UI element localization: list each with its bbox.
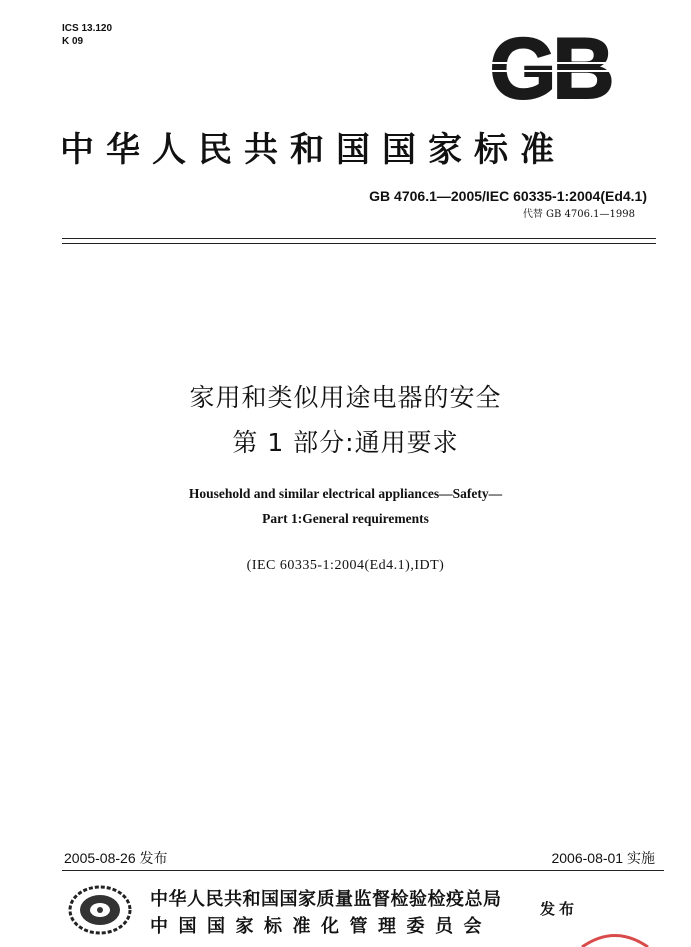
document-title-cn-line2: 第 1 部分:通用要求 bbox=[232, 428, 459, 457]
replaces-note: 代替 GB 4706.1—1998 bbox=[522, 209, 635, 220]
classification-codes bbox=[62, 22, 112, 48]
seal-emblem-icon bbox=[66, 884, 134, 936]
issue-date: 2005-08-26 发布 bbox=[64, 850, 168, 866]
header-rule-top bbox=[62, 238, 656, 239]
implementation-date: 2006-08-01 实施 bbox=[551, 850, 655, 866]
ics-code: ICS 13.120 bbox=[62, 23, 113, 34]
header-rule-bottom bbox=[62, 243, 656, 244]
category-code: K 09 bbox=[62, 36, 84, 47]
footer-rule bbox=[62, 870, 664, 871]
red-stamp-icon bbox=[580, 930, 650, 947]
document-title-cn-line1: 家用和类似用途电器的安全 bbox=[189, 383, 502, 412]
gb-logo-text: GB bbox=[489, 26, 611, 110]
publish-label: 发布 bbox=[540, 900, 579, 918]
gb-logo-icon bbox=[470, 26, 630, 110]
issuer-line-2: 中国国家标准化管理委员会 bbox=[150, 916, 492, 937]
issuer-line-1: 中华人民共和国国家质量监督检验检疫总局 bbox=[150, 889, 502, 910]
standard-number: GB 4706.1—2005/IEC 60335-1:2004(Ed4.1) bbox=[369, 188, 647, 204]
iec-reference: (IEC 60335-1:2004(Ed4.1),IDT) bbox=[246, 558, 445, 573]
standard-title: 中华人民共和国国家标准 bbox=[60, 130, 566, 170]
document-title-en-line1: Household and similar electrical appliances—Safety— bbox=[188, 486, 503, 501]
document-title-en-line2: Part 1:General requirements bbox=[262, 511, 429, 526]
